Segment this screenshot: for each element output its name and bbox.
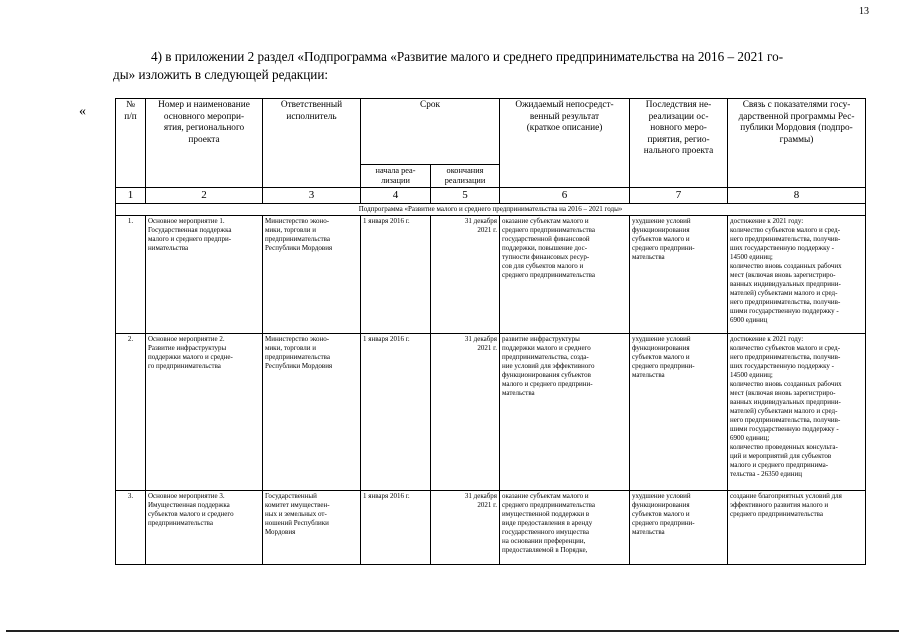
row-name: Основное мероприятие 2. Развитие инфраструктуры поддержки малого и средне- го предпринимательства [146, 334, 263, 491]
scan-bottom-edge [6, 630, 899, 632]
column-number: 4 [361, 188, 431, 204]
row-name: Основное мероприятие 1. Государственная поддержка малого и среднего предпри- нимательства [146, 216, 263, 334]
row-end: 31 декабря 2021 г. [431, 334, 500, 491]
row-name: Основное мероприятие 3. Имущественная поддержка субъектов малого и среднего предпринимательства [146, 491, 263, 565]
intro-paragraph [113, 48, 868, 84]
intro-line-2: ды» изложить в следующей редакции: [113, 67, 329, 82]
row-start: 1 января 2016 г. [361, 216, 431, 334]
column-number: 5 [431, 188, 500, 204]
row-link: достижение к 2021 году: количество субъектов малого и сред- него предпринимательства, получив- ших государственную поддержку - 14500 единиц; количество вновь созданных рабочих мест (включая вновь зарегистриро- ванных индивидуальных предприни- мателей) субъектами малого и сред- него предпринимательства, получив- шими государственную поддержку - 6900 единиц [728, 216, 866, 334]
column-number: 2 [146, 188, 263, 204]
row-executor: Государственный комитет имуществен- ных и земельных от- ношений Республики Мордовия [263, 491, 361, 565]
program-table [115, 98, 866, 565]
column-number: 6 [500, 188, 630, 204]
row-start: 1 января 2016 г. [361, 491, 431, 565]
header-num: № п/п [116, 99, 146, 188]
table-row [116, 334, 866, 491]
column-numbers-row [116, 188, 866, 204]
row-executor: Министерство эконо- мики, торговли и предпринимательства Республики Мордовия [263, 334, 361, 491]
row-consequences: ухудшение условий функционирования субъектов малого и среднего предприни- мательства [630, 334, 728, 491]
header-term-end: окончания реализации [431, 165, 500, 188]
header-name: Номер и наименование основного меропри- ятия, регионального проекта [146, 99, 263, 188]
column-number: 8 [728, 188, 866, 204]
row-result: оказание субъектам малого и среднего предпринимательства имущественной поддержки в виде предоставления в аренду государственного имущества на основании преференции, предоставляемой в Порядке, [500, 491, 630, 565]
row-result: оказание субъектам малого и среднего предпринимательства государственной финансовой поддержки, повышение дос- тупности финансовых ресур- сов для субъектов малого и среднего предпринимательства [500, 216, 630, 334]
header-consequences: Последствия не- реализации ос- новного меро- приятия, регио- нального проекта [630, 99, 728, 188]
page-number: 13 [859, 6, 869, 17]
row-link: достижение к 2021 году: количество субъектов малого и сред- него предпринимательства, получив- ших государственную поддержку - 14500 единиц; количество вновь созданных рабочих мест (включая вновь зарегистриро- ванных индивидуальных предприни- мателей) субъектами малого и сред- него предпринимательства, получив- шими государственную поддержку - 6900 единиц; количество проведенных консульта- ций и мероприятий для субъектов малого и среднего предпринима- тельства - 26350 единиц [728, 334, 866, 491]
row-consequences: ухудшение условий функционирования субъектов малого и среднего предприни- мательства [630, 491, 728, 565]
section-title: Подпрограмма «Развитие малого и среднего предпринимательства на 2016 – 2021 годы» [116, 204, 866, 216]
row-number: 1. [116, 216, 146, 334]
header-executor: Ответственный исполнитель [263, 99, 361, 188]
row-number: 2. [116, 334, 146, 491]
row-result: развитие инфраструктуры поддержки малого и среднего предпринимательства, созда- ние условий для эффективного функционирования субъектов малого и среднего предприни- мательства [500, 334, 630, 491]
row-consequences: ухудшение условий функционирования субъектов малого и среднего предприни- мательства [630, 216, 728, 334]
header-result: Ожидаемый непосредст- венный результат (краткое описание) [500, 99, 630, 188]
row-end: 31 декабря 2021 г. [431, 216, 500, 334]
table-row [116, 491, 866, 565]
column-number: 1 [116, 188, 146, 204]
row-executor: Министерство эконо- мики, торговли и предпринимательства Республики Мордовия [263, 216, 361, 334]
row-end: 31 декабря 2021 г. [431, 491, 500, 565]
row-link: создание благоприятных условий для эффективного развития малого и среднего предпринимательства [728, 491, 866, 565]
intro-line-1: 4) в приложении 2 раздел «Подпрограмма «Развитие малого и среднего предпринимательства на 2016 – 2021 го- [151, 49, 784, 64]
section-row [116, 204, 866, 216]
header-term-start: начала реа- лизации [361, 165, 431, 188]
row-start: 1 января 2016 г. [361, 334, 431, 491]
header-link: Связь с показателями госу- дарственной программы Рес- публики Мордовия (подпро- граммы) [728, 99, 866, 188]
column-number: 7 [630, 188, 728, 204]
header-term: Срок [361, 99, 500, 165]
header-row [116, 99, 866, 165]
row-number: 3. [116, 491, 146, 565]
column-number: 3 [263, 188, 361, 204]
table-row [116, 216, 866, 334]
opening-quote-mark: « [79, 104, 86, 119]
